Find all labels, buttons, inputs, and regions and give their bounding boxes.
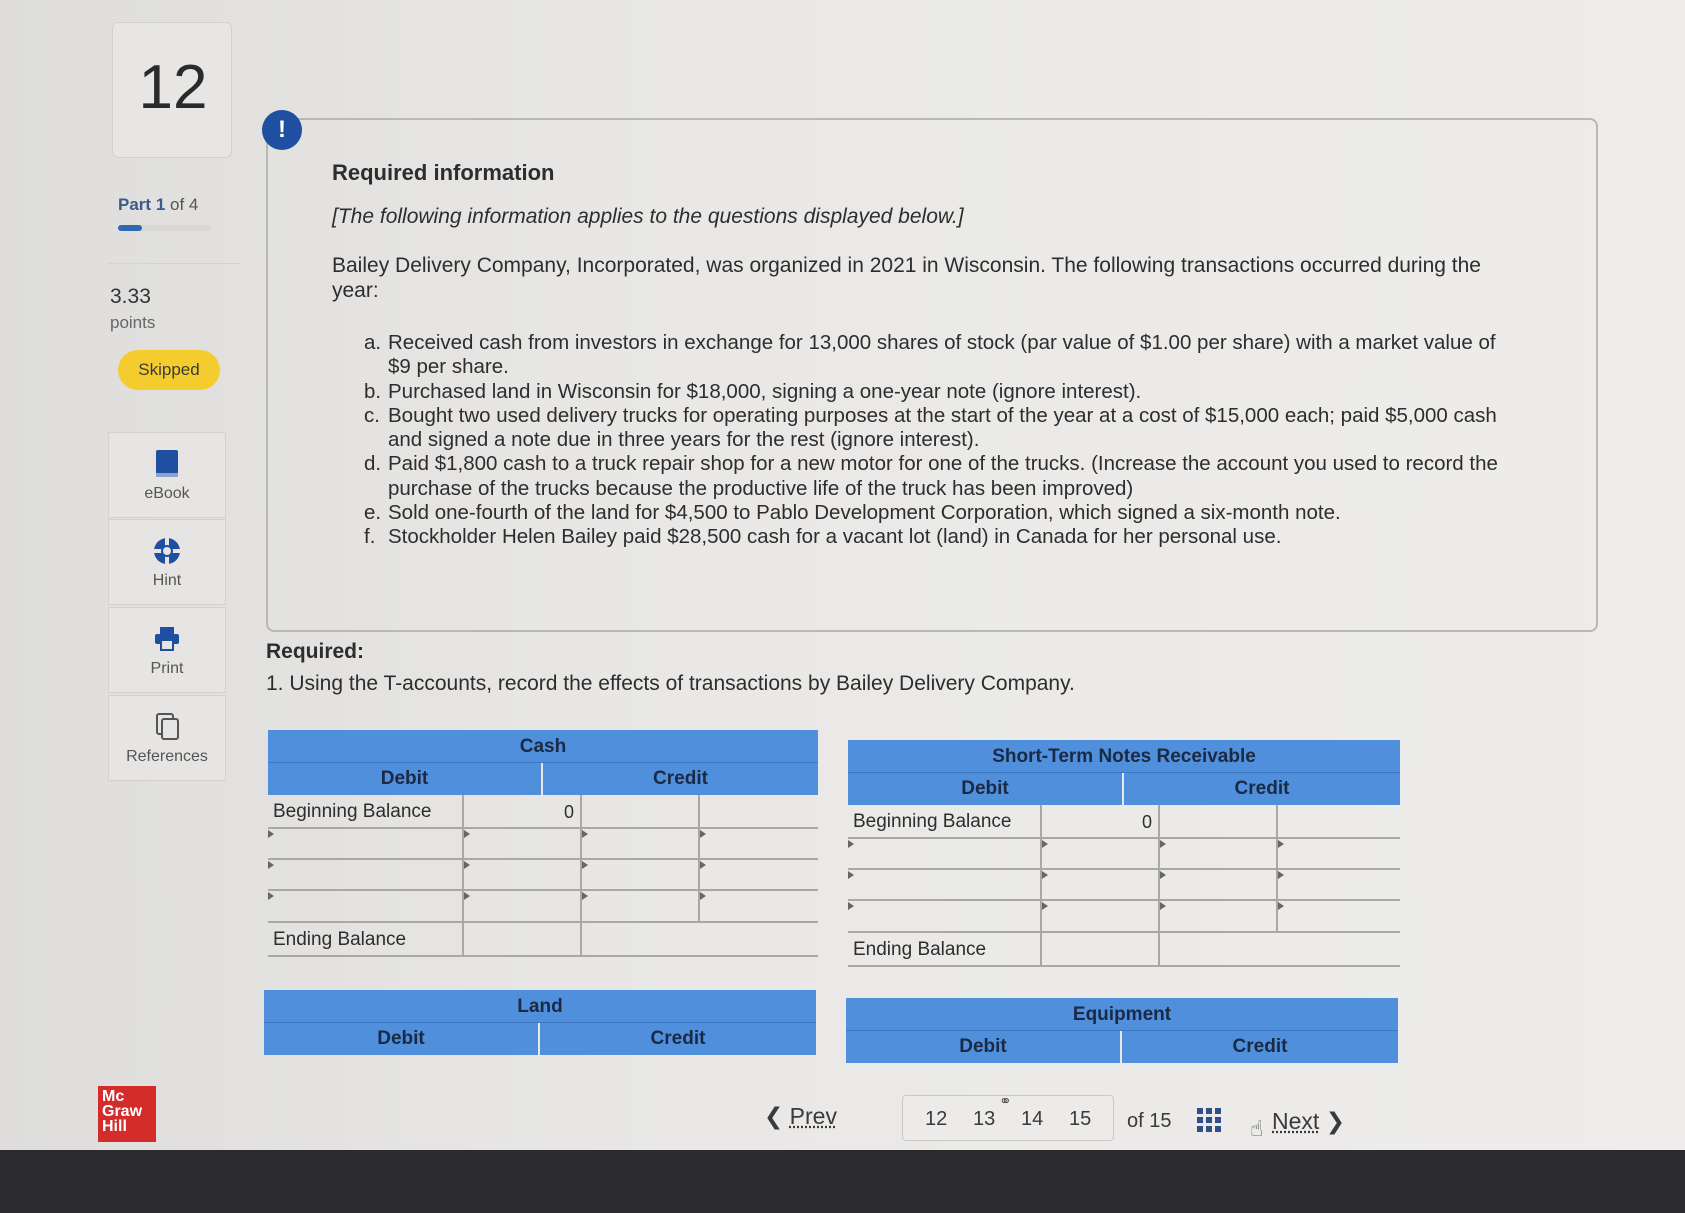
ending-balance-value [464, 923, 582, 955]
t-account-title: Cash [268, 730, 818, 763]
row-label-cell [848, 933, 1042, 965]
t-account-short-term-notes-receivable [848, 740, 1400, 972]
debit-account-dropdown[interactable] [848, 901, 1042, 931]
info-note: [The following information applies to the questions displayed below.] [332, 205, 964, 228]
beginning-balance-row [268, 795, 818, 829]
page-total: of 15 [1127, 1110, 1172, 1132]
t-account-cash [268, 730, 818, 962]
part-suffix: of 4 [170, 195, 199, 214]
transaction-text: Bought two used delivery trucks for operating purposes at the start of the year at a cost of $15,000 each; paid $5,000 cash and signed a note due in three years for the rest (ignore interest). [388, 403, 1497, 452]
hint-button[interactable] [108, 519, 226, 605]
transaction-item [364, 380, 1504, 404]
t-account-land [264, 990, 816, 1066]
debit-amount-cell [464, 795, 582, 827]
entry-row [268, 860, 818, 891]
transaction-item [364, 452, 1504, 501]
t-account-title: Equipment [846, 998, 1398, 1031]
ebook-label: eBook [144, 485, 190, 502]
credit-account-dropdown[interactable] [582, 860, 700, 889]
ending-balance-row [848, 933, 1400, 967]
ending-balance-label: Ending Balance [273, 929, 407, 950]
debit-header: Debit [264, 1023, 540, 1055]
part-current: 1 [155, 195, 166, 214]
beginning-balance-value: 0 [1141, 812, 1152, 832]
credit-amount-input[interactable] [1278, 870, 1400, 899]
chevron-right-icon: ❯ [1325, 1108, 1345, 1134]
credit-amount-input[interactable] [700, 860, 818, 889]
debit-header: Debit [848, 773, 1124, 805]
points-label: points [110, 313, 156, 332]
info-intro: Bailey Delivery Company, Incorporated, was organized in 2021 in Wisconsin. The following transactions occurred during the year: [332, 254, 1481, 302]
credit-amount-cell[interactable] [1278, 805, 1400, 837]
monitor-bezel [0, 1150, 1685, 1213]
entry-row [268, 829, 818, 860]
debit-amount-input[interactable] [1042, 901, 1160, 931]
transaction-text: Stockholder Helen Bailey paid $28,500 cash for a vacant lot (land) in Canada for her personal use. [388, 525, 1282, 549]
credit-header: Credit [1124, 773, 1400, 805]
credit-amount-cell[interactable] [700, 795, 818, 827]
references-button[interactable] [108, 695, 226, 781]
transaction-letter: c. [364, 403, 380, 427]
transaction-letter: e. [364, 501, 382, 525]
page-selector [902, 1095, 1114, 1141]
beginning-balance-value: 0 [563, 802, 574, 822]
alert-icon: ! [262, 110, 302, 150]
blank-cell [582, 923, 700, 955]
credit-label-cell[interactable] [582, 795, 700, 827]
debit-header: Debit [846, 1031, 1122, 1063]
ending-balance-row [268, 923, 818, 957]
prev-label: Prev [789, 1103, 837, 1129]
transaction-text: Purchased land in Wisconsin for $18,000, signing a one-year note (ignore interest). [388, 379, 1142, 403]
documents-icon [109, 712, 225, 742]
transaction-item [364, 501, 1504, 525]
page-number[interactable]: 14 [1021, 1108, 1044, 1130]
part-progress-bar [118, 225, 212, 231]
points-value: 3.33 [110, 285, 151, 308]
transaction-item [364, 331, 1504, 380]
transaction-item [364, 525, 1504, 549]
transaction-letter: a. [364, 331, 382, 354]
page-number[interactable]: 12 [925, 1108, 948, 1130]
credit-amount-input[interactable] [700, 891, 818, 921]
beginning-balance-label: Beginning Balance [273, 801, 432, 822]
beginning-balance-label: Beginning Balance [853, 811, 1012, 832]
transaction-list [364, 331, 1504, 550]
page-number[interactable]: 15 [1069, 1108, 1092, 1130]
debit-account-dropdown[interactable] [268, 860, 464, 889]
print-button[interactable] [108, 607, 226, 693]
ending-balance-value [1042, 933, 1160, 965]
hand-cursor-icon: ☝ [1250, 1116, 1264, 1141]
debit-amount-input[interactable] [1042, 839, 1160, 868]
debit-account-dropdown[interactable] [268, 829, 464, 858]
debit-amount-cell [1042, 805, 1160, 837]
transaction-text: Sold one-fourth of the land for $4,500 to Pablo Development Corporation, which signed a six-month note. [388, 501, 1341, 525]
transaction-letter: f. [364, 525, 376, 549]
debit-header: Debit [268, 763, 543, 795]
debit-amount-input[interactable] [464, 891, 582, 921]
part-progress-fill [118, 225, 142, 231]
transaction-letter: b. [364, 379, 382, 403]
credit-account-dropdown[interactable] [1160, 839, 1278, 868]
t-account-title: Land [264, 990, 816, 1023]
logo-line: Mc [102, 1088, 125, 1105]
lifebuoy-icon [109, 536, 225, 566]
required-title: Required: [266, 640, 365, 663]
references-label: References [126, 748, 208, 765]
info-title: Required information [332, 160, 555, 185]
row-label-cell [268, 923, 464, 955]
t-account-title: Short-Term Notes Receivable [848, 740, 1400, 773]
credit-account-dropdown[interactable] [1160, 901, 1278, 931]
prev-button[interactable] [764, 1103, 837, 1130]
transaction-item [364, 404, 1504, 453]
credit-account-dropdown[interactable] [582, 891, 700, 921]
credit-amount-input[interactable] [1278, 901, 1400, 931]
debit-amount-input[interactable] [464, 829, 582, 858]
debit-amount-input[interactable] [1042, 870, 1160, 899]
chevron-left-icon: ❮ [764, 1103, 784, 1129]
transaction-letter: d. [364, 452, 382, 476]
entry-row [848, 839, 1400, 870]
logo-line: Hill [102, 1118, 127, 1135]
required-text: 1. Using the T-accounts, record the effects of transactions by Bailey Delivery Company. [266, 672, 1075, 695]
row-label-cell [848, 805, 1042, 837]
divider [108, 263, 240, 264]
credit-header: Credit [540, 1023, 816, 1055]
hint-label: Hint [152, 572, 182, 589]
entry-row [848, 870, 1400, 901]
transaction-text: Received cash from investors in exchange for 13,000 shares of stock (par value of $1.00 per share) with a market value of $9 per share. [388, 331, 1496, 379]
credit-amount-input[interactable] [1278, 839, 1400, 868]
part-indicator [118, 195, 198, 215]
part-prefix: Part [118, 195, 152, 214]
link-icon: ⚭ [999, 1093, 1012, 1110]
question-number-box [112, 22, 232, 158]
book-icon [109, 449, 225, 479]
debit-amount-input[interactable] [464, 860, 582, 889]
row-label-cell [268, 795, 464, 827]
status-badge: Skipped [118, 350, 220, 390]
entry-row [848, 901, 1400, 933]
next-button[interactable] [1272, 1108, 1345, 1135]
credit-label-cell[interactable] [1160, 805, 1278, 837]
t-account-equipment [846, 998, 1398, 1074]
credit-header: Credit [1122, 1031, 1398, 1063]
grid-icon[interactable] [1197, 1108, 1221, 1132]
blank-cell [1160, 933, 1278, 965]
credit-header: Credit [543, 763, 818, 795]
credit-account-dropdown[interactable] [582, 829, 700, 858]
transaction-text: Paid $1,800 cash to a truck repair shop for a new motor for one of the trucks. (Increase the account you used to record the purchase of the trucks because the productive life of the truck has been improved) [388, 452, 1498, 500]
credit-amount-input[interactable] [700, 829, 818, 858]
page-number[interactable]: 13 [973, 1108, 996, 1130]
debit-account-dropdown[interactable] [848, 870, 1042, 899]
question-number: 12 [138, 53, 208, 122]
debit-account-dropdown[interactable] [848, 839, 1042, 868]
logo-line: Graw [102, 1103, 143, 1120]
ebook-button[interactable] [108, 432, 226, 518]
debit-account-dropdown[interactable] [268, 891, 464, 921]
entry-row [268, 891, 818, 923]
beginning-balance-row [848, 805, 1400, 839]
credit-account-dropdown[interactable] [1160, 870, 1278, 899]
ending-balance-label: Ending Balance [853, 939, 987, 960]
next-label: Next [1272, 1108, 1320, 1134]
printer-icon [109, 624, 225, 654]
print-label: Print [150, 660, 184, 677]
mcgraw-hill-logo [98, 1086, 156, 1142]
